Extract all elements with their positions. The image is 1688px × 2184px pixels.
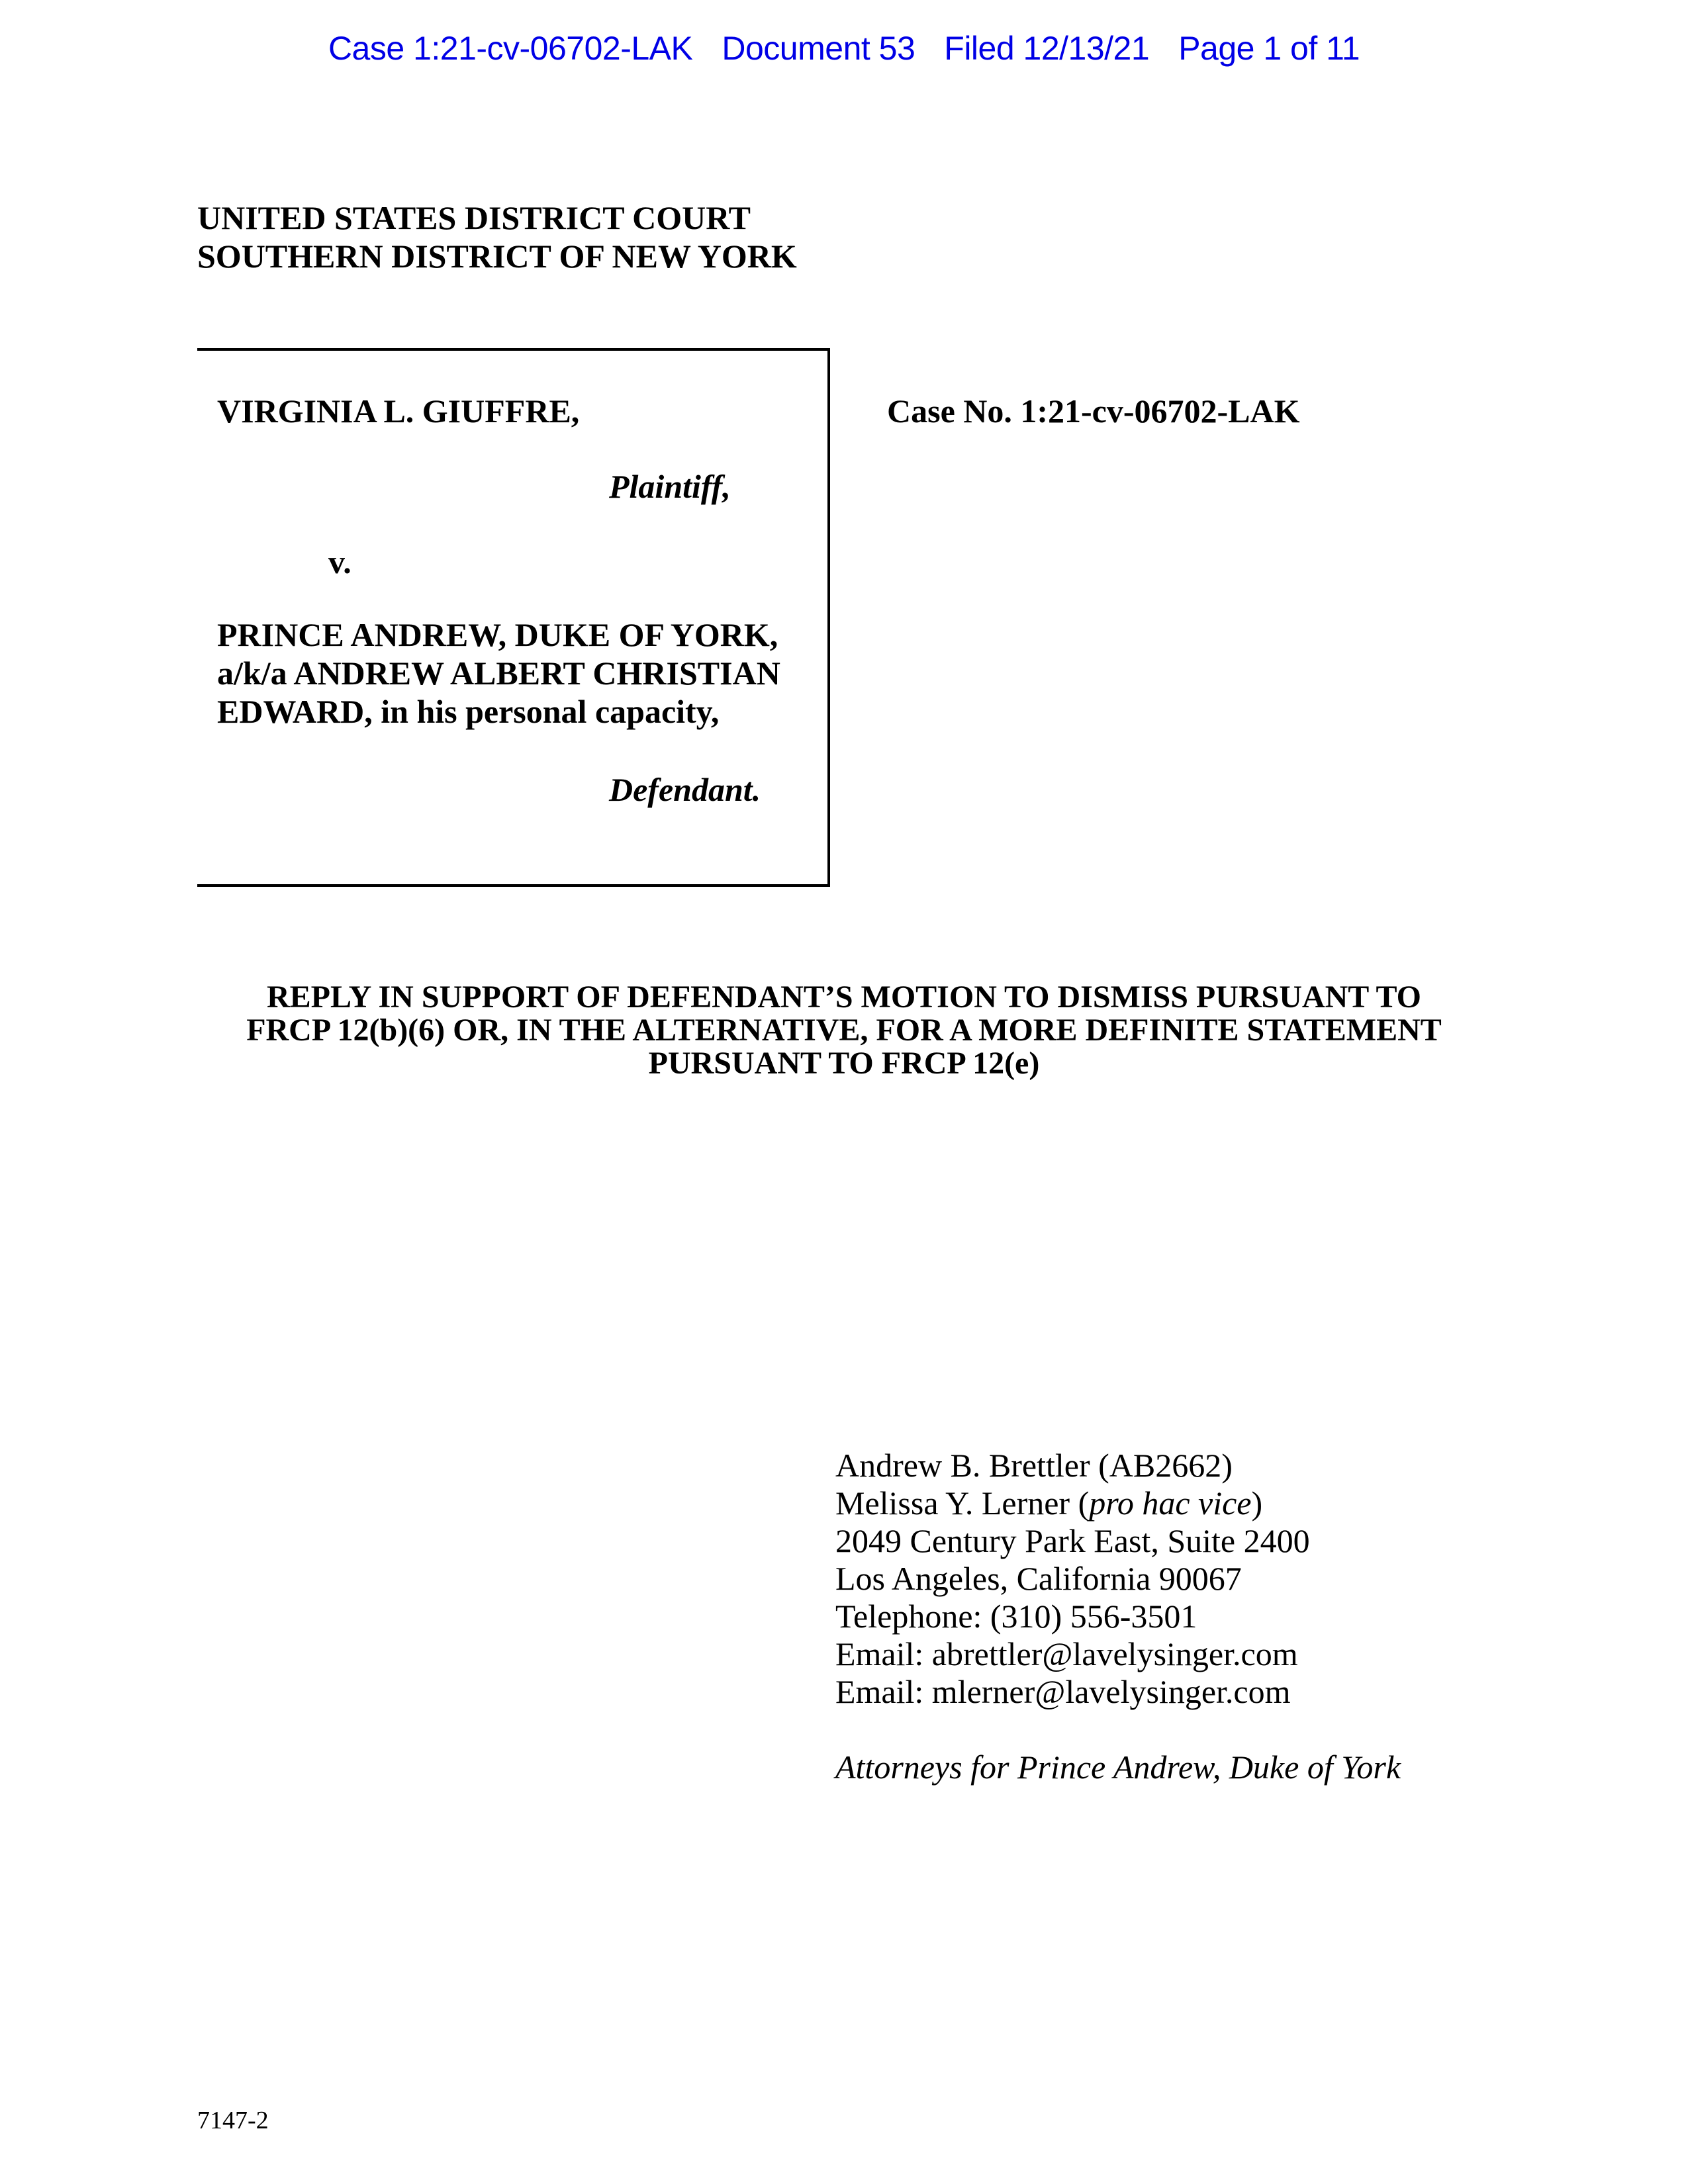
attorney-2 xyxy=(835,1484,1401,1522)
defendant-name-line1: PRINCE ANDREW, DUKE OF YORK, xyxy=(217,616,778,653)
defendant-name-line2: a/k/a ANDREW ALBERT CHRISTIAN xyxy=(217,655,780,692)
defendant-name xyxy=(217,615,826,731)
plaintiff-name: VIRGINIA L. GIUFFRE, xyxy=(217,392,580,430)
defendant-label: Defendant. xyxy=(609,771,761,808)
defendant-name-line3: EDWARD, in his personal capacity, xyxy=(217,693,720,730)
document-footer-code: 7147-2 xyxy=(197,2107,269,2134)
attorney-1: Andrew B. Brettler (AB2662) xyxy=(835,1447,1233,1484)
ecf-page-indicator: Page 1 of 11 xyxy=(1178,30,1360,67)
document-title-line3: PURSUANT TO FRCP 12(e) xyxy=(648,1046,1040,1081)
attorney-2-close: ) xyxy=(1251,1484,1263,1522)
document-title-line1: REPLY IN SUPPORT OF DEFENDANT’S MOTION TO DISMISS PURSUANT TO xyxy=(266,979,1421,1015)
attorney-2-status: pro hac vice xyxy=(1089,1484,1252,1522)
spacer xyxy=(835,1711,1401,1749)
attorney-2-name: Melissa Y. Lerner ( xyxy=(835,1484,1090,1522)
representation-statement: Attorneys for Prince Andrew, Duke of York xyxy=(835,1749,1401,1786)
ecf-filing-header xyxy=(0,29,1688,68)
ecf-document-number: Document 53 xyxy=(722,30,915,67)
ecf-filed-date: Filed 12/13/21 xyxy=(944,30,1150,67)
ecf-case-number: Case 1:21-cv-06702-LAK xyxy=(328,30,693,67)
attorney-signature-block xyxy=(835,1447,1401,1786)
attorney-2-email: Email: mlerner@lavelysinger.com xyxy=(835,1673,1291,1710)
document-title xyxy=(0,981,1688,1080)
firm-telephone: Telephone: (310) 556-3501 xyxy=(835,1598,1197,1635)
attorney-1-email: Email: abrettler@lavelysinger.com xyxy=(835,1635,1298,1672)
court-heading xyxy=(197,199,797,275)
versus-label: v. xyxy=(328,543,352,580)
plaintiff-label: Plaintiff, xyxy=(609,468,731,505)
document-title-line2: FRCP 12(b)(6) OR, IN THE ALTERNATIVE, FOR A MORE DEFINITE STATEMENT xyxy=(246,1013,1442,1048)
court-name: UNITED STATES DISTRICT COURT xyxy=(197,199,751,236)
case-number: Case No. 1:21-cv-06702-LAK xyxy=(887,392,1300,430)
firm-address-street: 2049 Century Park East, Suite 2400 xyxy=(835,1522,1310,1559)
firm-address-city: Los Angeles, California 90067 xyxy=(835,1560,1242,1597)
court-district: SOUTHERN DISTRICT OF NEW YORK xyxy=(197,238,797,275)
